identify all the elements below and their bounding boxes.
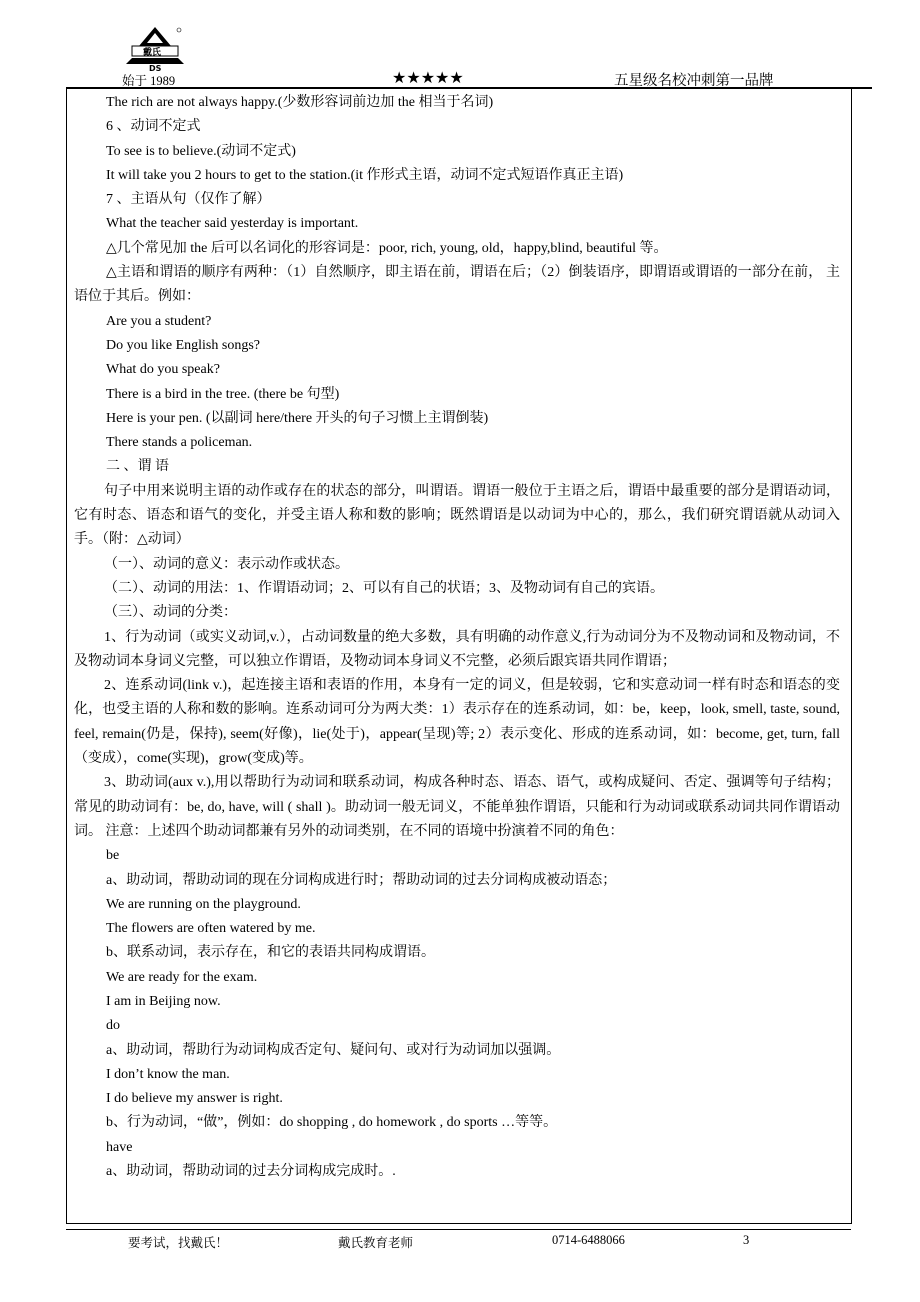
text-line: a、助动词，帮助动词的现在分词构成进行时；帮助动词的过去分词构成被动语态；: [106, 872, 617, 888]
paragraph: 2、连系动词(link v.)，起连接主语和表语的作用，本身有一定的词义，但是较弱，它和实意动词一样有时态和语态的变化，也受主语的人称和数的影响。连系动词可分为两大类：1）表示存在的连系动词，如：be，keep，look, smell, taste, sound, feel, remain(仍是，保持), seem(好像)，lie(处于)，appear(呈现)等; 2）表示变化、形成的连系动词，如：become, get, turn, fall（变成），come(实现)，grow(变成)等。: [74, 678, 840, 767]
text-line: There stands a policeman.: [106, 435, 253, 451]
frame-bottom-rule: [66, 1223, 851, 1224]
text-line: The rich are not always happy.(少数形容词前边加 the 相当于名词): [106, 95, 494, 110]
section-heading: 7 、主语从句（仅作了解）: [106, 192, 271, 208]
text-line: b、联系动词，表示存在，和它的表语共同构成谓语。: [106, 945, 435, 961]
text-line: We are running on the playground.: [106, 896, 301, 912]
text-line: b、行为动词，“做”，例如：do shopping , do homework , do sports …等等。: [106, 1115, 558, 1131]
text-line: Are you a student?: [106, 313, 212, 329]
paragraph: △主语和谓语的顺序有两种：（1）自然顺序，即主语在前，谓语在后；（2）倒装语序，即谓语或谓语的一部分在前， 主语位于其后。例如：: [74, 265, 840, 305]
text-line: The flowers are often watered by me.: [106, 921, 316, 937]
logo-text: 戴氏: [143, 48, 162, 58]
text-line: a、助动词，帮助动词的过去分词构成完成时。.: [106, 1164, 396, 1180]
text-line: （一）、动词的意义：表示动作或状态。: [104, 556, 349, 572]
logo-sub-text: DS: [149, 64, 162, 73]
five-stars: ★★★★★: [392, 70, 464, 87]
footer-org: 戴氏教育老师: [338, 1236, 414, 1250]
text-line: do: [106, 1018, 120, 1034]
text-line: △几个常见加 the 后可以名词化的形容词是：poor, rich, young, old，happy,blind, beautiful 等。: [106, 240, 668, 256]
text-line: Here is your pen. (以副词 here/there 开头的句子习惯上主谓倒装): [106, 410, 489, 426]
footer-slogan: 要考试，找戴氏！: [128, 1236, 229, 1250]
page-number: 3: [743, 1233, 750, 1247]
text-line: There is a bird in the tree. (there be 句型): [106, 386, 340, 402]
text-line: I don’t know the man.: [106, 1066, 230, 1082]
text-line: （三）、动词的分类：: [104, 605, 237, 621]
text-line: To see is to believe.(动词不定式): [106, 143, 296, 159]
document-body: [74, 91, 840, 1184]
text-line: be: [106, 848, 120, 864]
paragraph: 句子中用来说明主语的动作或存在的状态的部分，叫谓语。谓语一般位于主语之后，谓语中最重要的部分是谓语动词，它有时态、语态和语气的变化，并受主语人称和数的影响；既然谓语是以动词为中心的，那么，我们研究谓语就从动词入手。（附：△动词）: [74, 483, 840, 548]
since-year: 始于 1989: [122, 74, 176, 88]
paragraph: 1、行为动词（或实义动词,v.），占动词数量的绝大多数，具有明确的动作意义,行为动词分为不及物动词和及物动词，不及物动词本身词义完整，可以独立作谓语，及物动词本身词义不完整，必须后跟宾语共同作谓语；: [74, 629, 840, 669]
text-line: a、助动词，帮助行为动词构成否定句、疑问句、或对行为动词加以强调。: [106, 1042, 561, 1058]
text-line: What do you speak?: [106, 362, 220, 378]
footer-rule: [66, 1229, 851, 1230]
text-line: I am in Beijing now.: [106, 993, 221, 1009]
header-slogan: 五星级名校冲刺第一品牌: [614, 73, 774, 89]
school-logo: [124, 24, 186, 74]
text-line: I do believe my answer is right.: [106, 1091, 283, 1107]
text-line: What the teacher said yesterday is important.: [106, 216, 359, 232]
paragraph: 3、助动词(aux v.),用以帮助行为动词和联系动词，构成各种时态、语态、语气，或构成疑问、否定、强调等句子结构；常见的助动词有：be, do, have, will ( shall )。助动词一般无词义，不能单独作谓语，只能和行为动词或联系动词共同作谓语动词。 注意：上述四个助动词都兼有另外的动词类别，在不同的语境中扮演着不同的角色：: [74, 775, 840, 839]
text-line: We are ready for the exam.: [106, 969, 258, 985]
text-line: It will take you 2 hours to get to the station.(it 作形式主语，动词不定式短语作真正主语): [106, 167, 624, 183]
footer-phone: 0714-6488066: [552, 1233, 625, 1247]
text-line: have: [106, 1139, 133, 1155]
section-heading: 二 、谓 语: [106, 459, 169, 475]
section-heading: 6 、动词不定式: [106, 119, 201, 135]
text-line: （二）、动词的用法：1、作谓语动词；2、可以有自己的状语；3、及物动词有自己的宾语。: [104, 580, 664, 596]
text-line: Do you like English songs?: [106, 337, 260, 353]
